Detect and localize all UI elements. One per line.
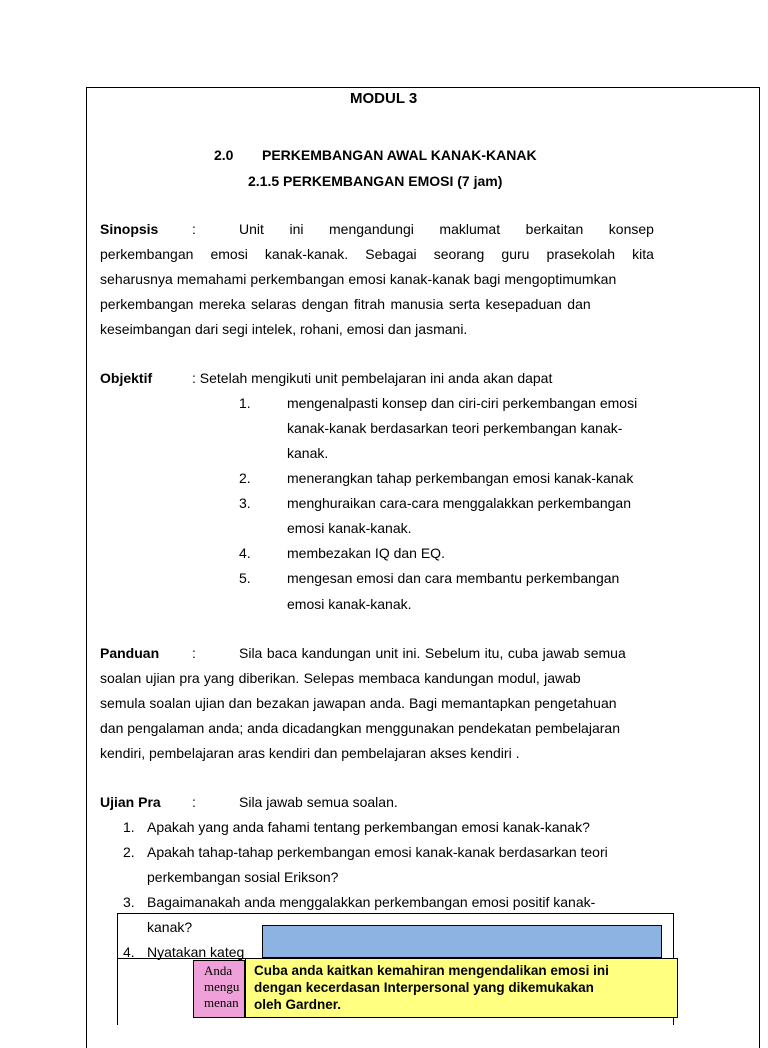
sinopsis-line-4: perkembangan mereka selaras dengan fitrah manusia serta kesepaduan dan [100,296,591,312]
objektif-item-line: menerangkan tahap perkembangan emosi kanak-kanak [287,470,634,486]
blue-box-top [262,925,662,946]
pink-note-line: menan [204,995,239,1010]
ujian-pra-intro: Sila jawab semua soalan. [239,794,398,810]
panduan-line-2: soalan ujian pra yang diberikan. Selepas membaca kandungan modul, jawab [100,670,581,686]
question-number: 4. [123,944,135,960]
subheading-title: 2.1.5 PERKEMBANGAN EMOSI (7 jam) [248,173,503,189]
objektif-item-line: membezakan IQ dan EQ. [287,545,445,561]
panduan-label: Panduan [100,645,160,661]
yellow-callout-box [245,958,678,1018]
sinopsis-line-1 [239,221,654,238]
pink-note-box [193,960,245,1018]
panduan-colon: : [192,645,196,661]
panduan-line-4: dan pengalaman anda; anda dicadangkan menggunakan pendekatan pembelajaran [100,720,620,736]
callout-line: dengan kecerdasan Interpersonal yang dikemukakan [254,980,594,995]
objektif-item-number: 1. [239,395,251,411]
blue-box-bottom [262,945,662,958]
word: Sebagai [365,246,417,262]
objektif-item-line: menghuraikan cara-cara menggalakkan perkembangan [287,495,631,511]
word: maklumat [439,221,501,237]
panduan-line-3: semula soalan ujian dan bezakan jawapan anda. Bagi memantapkan pengetahuan [100,695,617,711]
objektif-item-number: 3. [239,495,251,511]
objektif-label: Objektif [100,370,153,386]
objektif-item-line: kanak-kanak berdasarkan teori perkembangan kanak- [287,420,623,436]
word: konsep [608,221,654,237]
ujian-pra-label: Ujian Pra [100,794,161,810]
callout-line: oleh Gardner. [254,997,342,1012]
sinopsis-line-3: seharusnya memahami perkembangan emosi kanak-kanak bagi mengoptimumkan [100,271,617,287]
pink-note-line: mengu [204,979,240,994]
word: guru [501,246,530,262]
word: kita [632,246,654,262]
module-title: MODUL 3 [350,90,418,107]
question-number: 3. [123,894,135,910]
word: prasekolah [546,246,616,262]
heading-title: PERKEMBANGAN AWAL KANAK-KANAK [262,147,537,163]
callout-line: Cuba anda kaitkan kemahiran mengendalikan emosi ini [254,963,609,978]
question-line: Nyatakan kateg [147,944,245,960]
panduan-line-1: Sila baca kandungan unit ini. Sebelum itu, cuba jawab semua [239,645,626,661]
objektif-item-line: kanak. [287,445,329,461]
ujian-pra-colon: : [192,794,196,810]
objektif-intro: : Setelah mengikuti unit pembelajaran ini anda akan dapat [192,370,553,386]
word: ini [289,221,304,237]
sinopsis-line-5: keseimbangan dari segi intelek, rohani, emosi dan jasmani. [100,321,468,337]
word: perkembangan [100,246,194,262]
objektif-item-line: emosi kanak-kanak. [287,520,412,536]
objektif-item-line: emosi kanak-kanak. [287,596,412,612]
objektif-item-number: 2. [239,470,251,486]
question-line: Apakah tahap-tahap perkembangan emosi kanak-kanak berdasarkan teori [147,844,608,860]
word: berkaitan [525,221,584,237]
objektif-item-number: 4. [239,545,251,561]
word: kanak-kanak. [264,246,349,262]
objektif-item-line: mengenalpasti konsep dan ciri-ciri perkembangan emosi [287,395,638,411]
heading-number: 2.0 [214,147,234,163]
word: Unit [239,221,264,237]
question-line: Apakah yang anda fahami tentang perkembangan emosi kanak-kanak? [147,819,590,835]
objektif-item-number: 5. [239,570,251,586]
question-line: kanak? [147,919,193,935]
sinopsis-label: Sinopsis [100,221,159,237]
word: seorang [433,246,485,262]
sinopsis-colon: : [192,221,196,237]
pink-note-line: Anda [204,963,233,978]
question-number: 1. [123,819,135,835]
question-number: 2. [123,844,135,860]
word: mengandungi [329,221,414,237]
question-line: Bagaimanakah anda menggalakkan perkembangan emosi positif kanak- [147,894,596,910]
word: emosi [210,246,248,262]
objektif-item-line: mengesan emosi dan cara membantu perkembangan [287,570,620,586]
question-line: perkembangan sosial Erikson? [147,869,339,885]
sinopsis-line-2 [100,246,654,263]
panduan-line-5: kendiri, pembelajaran aras kendiri dan pembelajaran akses kendiri . [100,745,520,761]
